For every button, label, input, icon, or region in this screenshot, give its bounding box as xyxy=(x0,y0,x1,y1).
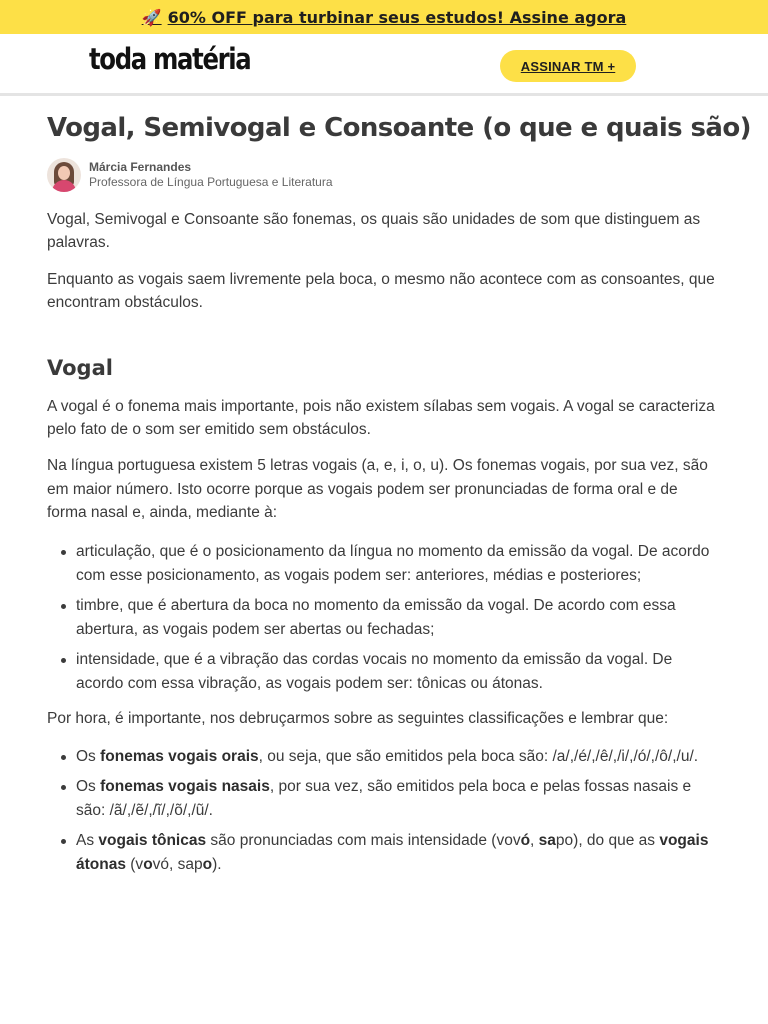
site-header xyxy=(0,34,768,96)
promo-banner[interactable] xyxy=(0,0,768,34)
site-logo[interactable]: toda matéria xyxy=(89,42,251,76)
author-role: Professora de Língua Portuguesa e Literatura xyxy=(89,175,333,189)
classification-list xyxy=(47,745,721,877)
body-paragraph: Por hora, é importante, nos debruçarmos sobre as seguintes classificações e lembrar que: xyxy=(47,709,669,727)
promo-text[interactable]: 60% OFF para turbinar seus estudos! Assine agora xyxy=(167,7,627,27)
author-name[interactable]: Márcia Fernandes xyxy=(89,160,192,174)
list-item: Os fonemas vogais nasais, por sua vez, são emitidos pela boca e pelas fossas nasais e são: /ã/,/ẽ/,/ĩ/,/õ/,/ũ/. xyxy=(47,775,721,823)
body-paragraph: Na língua portuguesa existem 5 letras vogais (a, e, i, o, u). Os fonemas vogais, por sua vez, são em maior número. Isto ocorre porque as vogais podem ser pronunciadas de forma oral e de forma nasal e, ainda, mediante à: xyxy=(47,457,708,522)
intro-paragraph: Vogal, Semivogal e Consoante são fonemas, os quais são unidades de som que distinguem as palavras. xyxy=(47,211,701,252)
list-item: As vogais tônicas são pronunciadas com mais intensidade (vovó, sapo), do que as vogais átonas (vovó, sapo). xyxy=(47,829,721,877)
intro-paragraph: Enquanto as vogais saem livremente pela boca, o mesmo não acontece com as consoantes, que encontram obstáculos. xyxy=(47,270,715,312)
body-paragraph: A vogal é o fonema mais importante, pois não existem sílabas sem vogais. A vogal se caracteriza pelo fato de o som ser emitido sem obstáculos. xyxy=(47,397,715,439)
article xyxy=(0,113,768,877)
list-item: timbre, que é abertura da boca no momento da emissão da vogal. De acordo com essa abertura, as vogais podem ser abertas ou fechadas; xyxy=(47,594,721,642)
list-item: articulação, que é o posicionamento da língua no momento da emissão da vogal. De acordo com esse posicionamento, as vogais podem ser: anteriores, médias e posteriores; xyxy=(47,540,721,588)
author-block xyxy=(47,157,721,193)
subscribe-button[interactable]: ASSINAR TM + xyxy=(500,50,636,82)
list-item: Os fonemas vogais orais, ou seja, que são emitidos pela boca são: /a/,/é/,/ê/,/i/,/ó/,/ô/,/u/. xyxy=(47,745,721,769)
page-title: Vogal, Semivogal e Consoante (o que e quais são) xyxy=(47,113,751,143)
rocket-icon: 🚀 xyxy=(141,7,162,27)
avatar[interactable] xyxy=(47,158,81,192)
section-heading-vogal: Vogal xyxy=(47,355,113,380)
criteria-list xyxy=(47,540,721,696)
list-item: intensidade, que é a vibração das cordas vocais no momento da emissão da vogal. De acordo com essa vibração, as vogais podem ser: tônicas ou átonas. xyxy=(47,648,721,696)
